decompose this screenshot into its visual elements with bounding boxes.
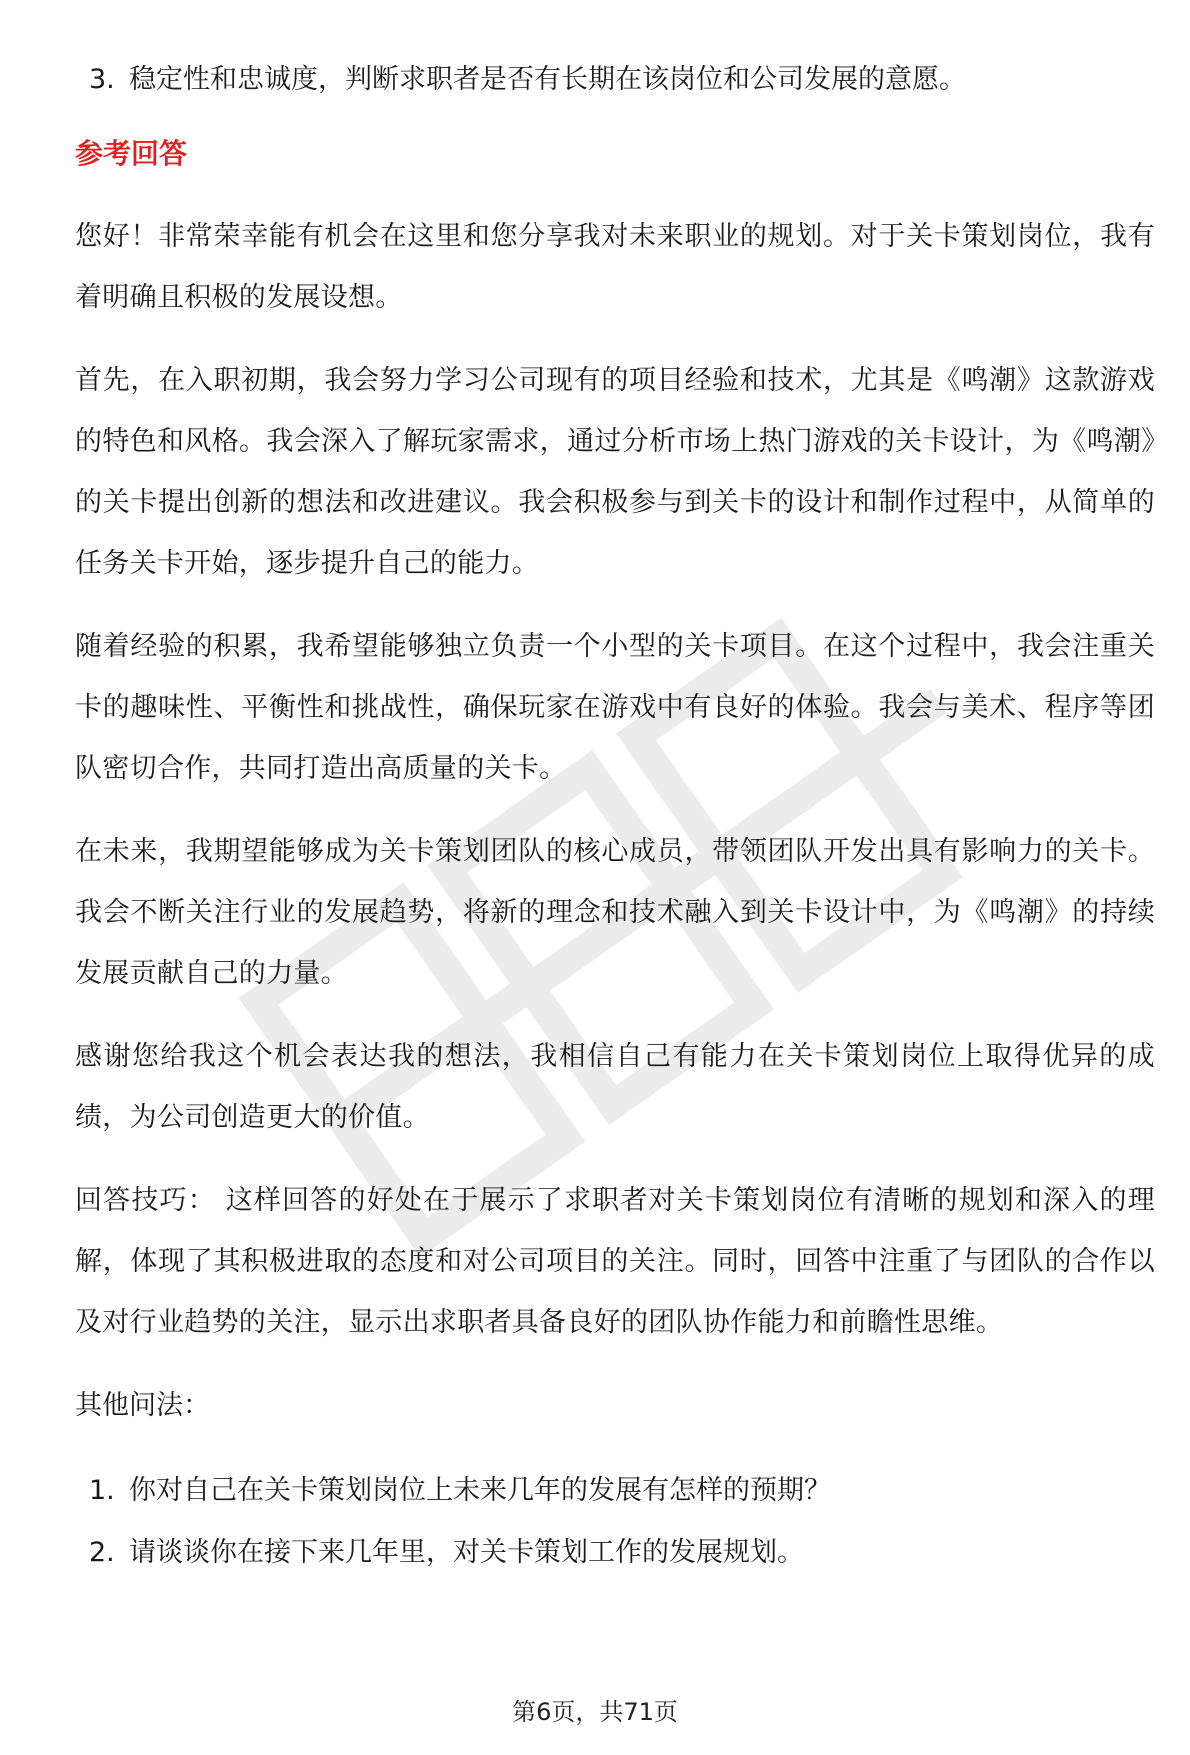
list-item: [75, 56, 1155, 104]
answer-heading: 参考回答: [75, 137, 188, 170]
list-text: 稳定性和忠诚度，判断求职者是否有长期在该岗位和公司发展的意愿。: [129, 64, 966, 95]
paragraph-greeting: 您好！非常荣幸能有机会在这里和您分享我对未来职业的规划。对于关卡策划岗位，我有着明确且积极的发展设想。: [75, 221, 1155, 313]
list-item: [75, 1460, 1155, 1522]
paragraph-thanks: 感谢您给我这个机会表达我的想法，我相信自己有能力在关卡策划岗位上取得优异的成绩，为公司创造更大的价值。: [75, 1041, 1155, 1133]
paragraph-answer-tips: 回答技巧： 这样回答的好处在于展示了求职者对关卡策划岗位有清晰的规划和深入的理解，体现了其积极进取的态度和对公司项目的关注。同时，回答中注重了与团队的合作以及对行业趋势的关注，显示出求职者具备良好的团队协作能力和前瞻性思维。: [75, 1185, 1155, 1338]
paragraph-growth-stage: 随着经验的积累，我希望能够独立负责一个小型的关卡项目。在这个过程中，我会注重关卡的趣味性、平衡性和挑战性，确保玩家在游戏中有良好的体验。我会与美术、程序等团队密切合作，共同打造出高质量的关卡。: [75, 631, 1155, 784]
list-text: 你对自己在关卡策划岗位上未来几年的发展有怎样的预期？: [129, 1475, 831, 1506]
list-number: 2.: [89, 1537, 115, 1568]
paragraph-future-stage: 在未来，我期望能够成为关卡策划团队的核心成员，带领团队开发出具有影响力的关卡。我会不断关注行业的发展趋势，将新的理念和技术融入到关卡设计中，为《鸣潮》的持续发展贡献自己的力量。: [75, 836, 1155, 989]
list-text: 请谈谈你在接下来几年里，对关卡策划工作的发展规划。: [129, 1537, 804, 1568]
paragraph-initial-stage: 首先，在入职初期，我会努力学习公司现有的项目经验和技术，尤其是《鸣潮》这款游戏的特色和风格。我会深入了解玩家需求，通过分析市场上热门游戏的关卡设计，为《鸣潮》的关卡提出创新的想法和改进建议。我会积极参与到关卡的设计和制作过程中，从简单的任务关卡开始，逐步提升自己的能力。: [75, 365, 1155, 579]
page-footer: 第6页，共71页: [512, 1698, 678, 1726]
document-content: [75, 56, 1155, 1584]
list-number: 1.: [89, 1475, 115, 1506]
other-questions-list: [75, 1460, 1155, 1584]
other-questions-label: 其他问法：: [75, 1390, 210, 1421]
list-number: 3.: [89, 64, 115, 95]
list-item: [75, 1522, 1155, 1584]
